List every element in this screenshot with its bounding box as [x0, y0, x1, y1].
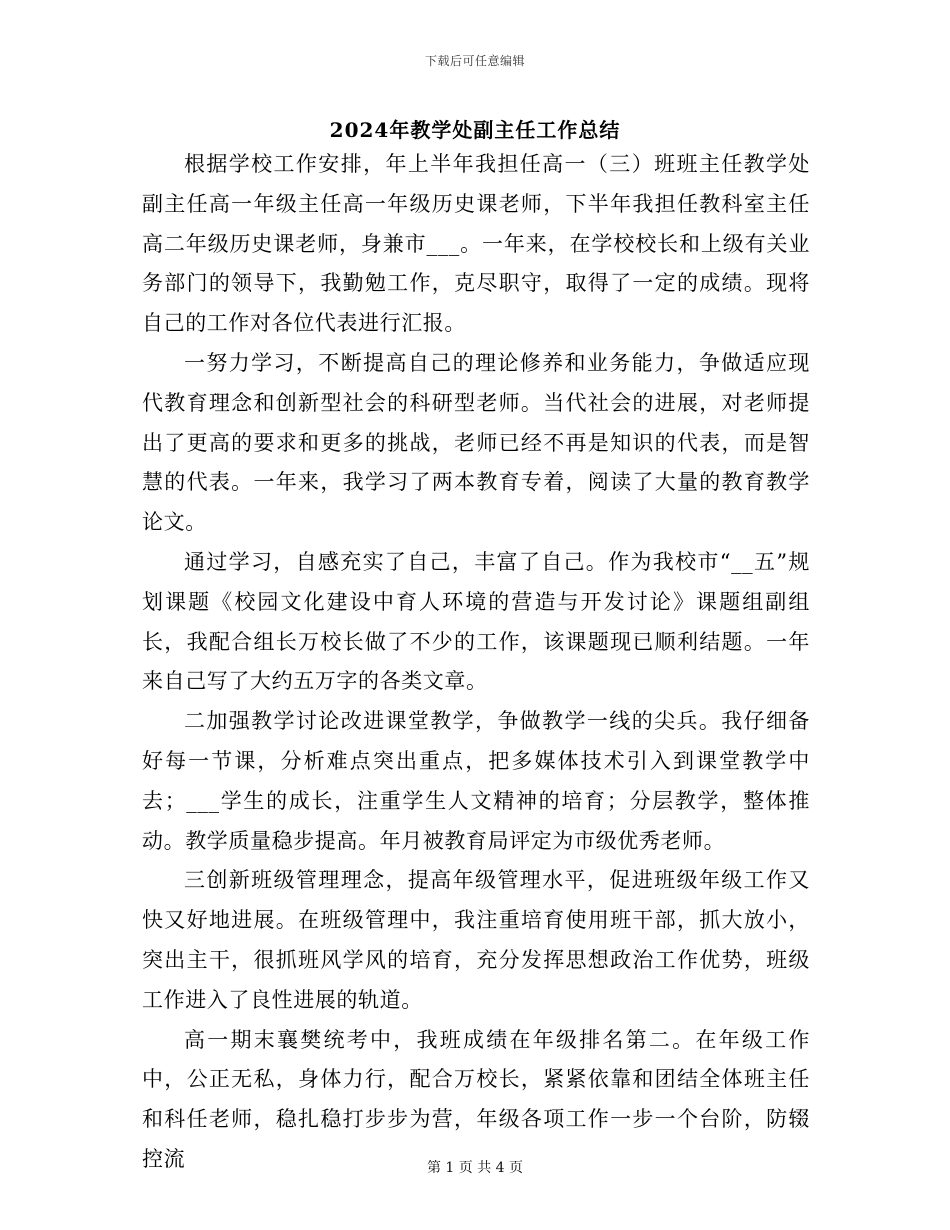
paragraph: 一努力学习，不断提高自己的理论修养和业务能力，争做适应现代教育理念和创新型社会的科研型老师。当代社会的进展，对老师提出了更高的要求和更多的挑战，老师已经不再是知识的代表，而是智慧的代表。一年来，我学习了两本教育专着，阅读了大量的教育教学论文。 — [142, 350, 810, 535]
paragraph: 通过学习，自感充实了自己，丰富了自己。作为我校市“__五”规划课题《校园文化建设中育人环境的营造与开发讨论》课题组副组长，我配合组长万校长做了不少的工作，该课题现已顺利结题。一年来自己写了大约五万字的各类文章。 — [142, 549, 810, 694]
document-title: 2024年教学处副主任工作总结 — [329, 118, 621, 142]
paragraph: 根据学校工作安排，年上半年我担任高一（三）班班主任教学处副主任高一年级主任高一年级历史课老师，下半年我担任教科室主任高二年级历史课老师，身兼市___。一年来，在学校校长和上级有关业务部门的领导下，我勤勉工作，克尽职守，取得了一定的成绩。现将自己的工作对各位代表进行汇报。 — [142, 152, 810, 336]
page-footer: 第 1 页 共 4 页 — [426, 1160, 524, 1176]
paragraph: 高一期末襄樊统考中，我班成绩在年级排名第二。在年级工作中，公正无私，身体力行，配合万校长，紧紧依靠和团结全体班主任和科任老师，稳扎稳打步步为营，年级各项工作一步一个台阶，防辍控流 — [142, 1027, 810, 1171]
document-body — [142, 145, 810, 1180]
paragraph: 二加强教学讨论改进课堂教学，争做教学一线的尖兵。我仔细备好每一节课，分析难点突出重点，把多媒体技术引入到课堂教学中去；___学生的成长，注重学生人文精神的培育；分层教学，整体推动。教学质量稳步提高。年月被教育局评定为市级优秀老师。 — [142, 709, 810, 853]
page-header: 下载后可任意编辑 — [424, 54, 525, 68]
paragraph: 三创新班级管理理念，提高年级管理水平，促进班级年级工作又快又好地进展。在班级管理中，我注重培育使用班干部，抓大放小，突出主干，很抓班风学风的培育，充分发挥思想政治工作优势，班级工作进入了良性进展的轨道。 — [142, 868, 810, 1012]
